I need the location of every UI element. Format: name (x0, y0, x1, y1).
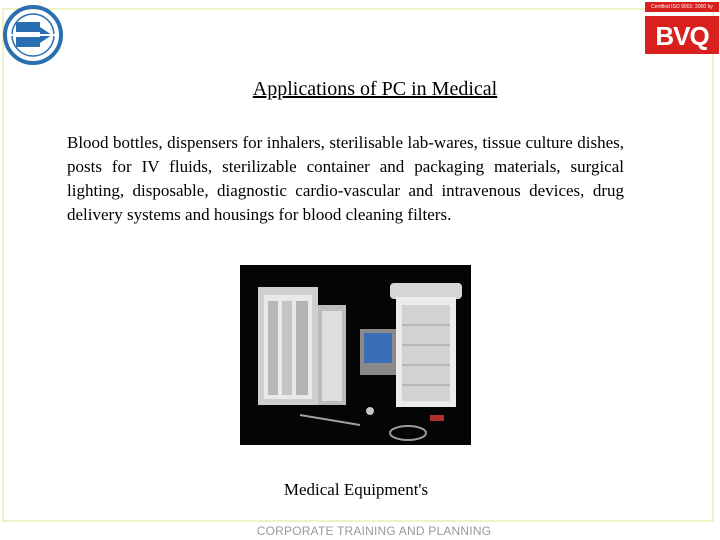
slide-body-text: Blood bottles, dispensers for inhalers, sterilisable lab-wares, tissue culture dishes, posts for IV fluids, sterilizable container and packaging materials, surgical lighting, disposable, diagnostic cardio-vascular and intravenous devices, drug delivery systems and housings for blood cleaning filters. (67, 133, 624, 224)
medical-equipment-photo (240, 265, 471, 445)
cipet-logo-icon (2, 4, 64, 66)
bvq-logo-text: BVQ (655, 21, 709, 51)
bvq-logo (645, 16, 719, 54)
footer-text: CORPORATE TRAINING AND PLANNING (256, 524, 492, 538)
certification-label: Certified ISO 9001: 2000 by (645, 2, 719, 12)
image-caption: Medical Equipment's (283, 480, 429, 499)
slide-title: Applications of PC in Medical (252, 78, 498, 100)
